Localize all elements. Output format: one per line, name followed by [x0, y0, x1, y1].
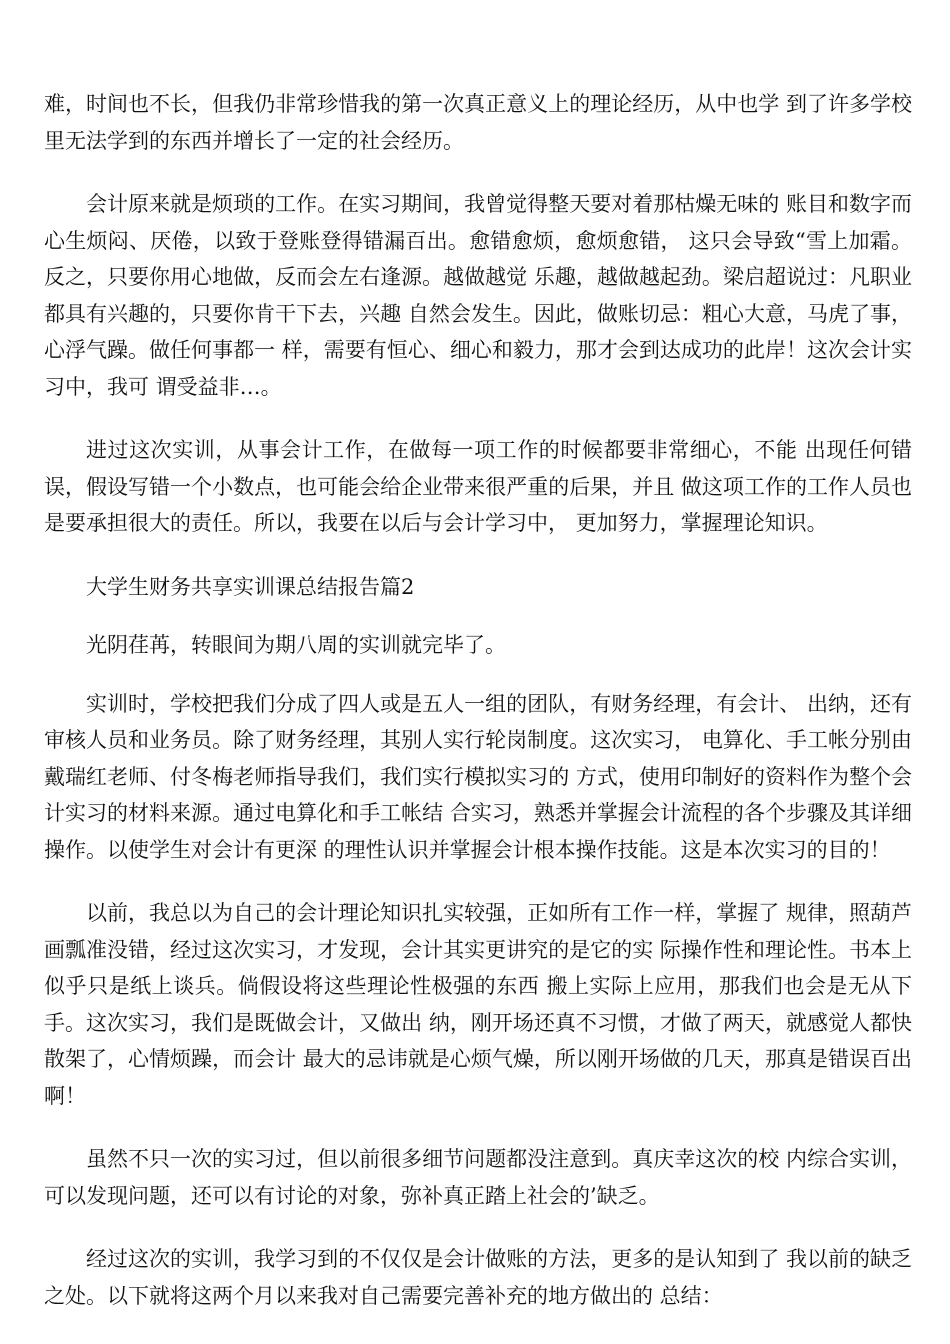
paragraph-previous-belief: 以前，我总以为自己的会计理论知识扎实较强，正如所有工作一样，掌握了 规律，照葫芦画瓢准没错，经过这次实习，才发现，会计其实更讲究的是它的实 际操作性和理论性。书本上似乎只是纸上谈兵。倘假设将这些理论性极强的东西 搬上实际上应用，那我们也会是无从下手。这次实习，我们是既做会计，又做出 纳，刚开场还真不习惯，才做了两天，就感觉人都快散架了，心情烦躁，而会计 最大的忌讳就是心烦气燥，所以刚开场做的几天，那真是错误百出啊！	[44, 901, 912, 1108]
paragraph-careful-work: 进过这次实训，从事会计工作，在做每一项工作的时候都要非常细心，不能 出现任何错误，假设写错一个小数点，也可能会给企业带来很严重的后果，并且 做这项工作的工作人员也是要承担很大的责任。所以，我要在以后与会计学习中， 更加努力，掌握理论知识。	[44, 438, 912, 535]
paragraph-summary-intro: 经过这次的实训，我学习到的不仅仅是会计做账的方法，更多的是认知到了 我以前的缺乏之处。以下就将这两个月以来我对自己需要完善补充的地方做出的 总结：	[44, 1247, 912, 1308]
document-body	[44, 86, 912, 1341]
section-heading: 大学生财务共享实训课总结报告篇2	[86, 574, 415, 599]
paragraph-team-training: 实训时，学校把我们分成了四人或是五人一组的团队，有财务经理，有会计、 出纳，还有审核人员和业务员。除了财务经理，其别人实行轮岗制度。这次实习， 电算化、手工帐分别由戴瑞红老师、付冬梅老师指导我们，我们实行模拟实习的 方式，使用印制好的资料作为整个会计实习的材料来源。通过电算化和手工帐结 合实习，熟悉并掌握会计流程的各个步骤及其详细操作。以使学生对会计有更深 的理性认识并掌握会计根本操作技能。这是本次实习的目的！	[44, 691, 912, 862]
paragraph-time-flies: 光阴荏苒，转眼间为期八周的实训就完毕了。	[86, 633, 506, 657]
paragraph-continuation: 难，时间也不长，但我仍非常珍惜我的第一次真正意义上的理论经历，从中也学 到了许多学校里无法学到的东西并增长了一定的社会经历。	[44, 92, 912, 153]
paragraph-details: 虽然不只一次的实习过，但以前很多细节问题都没注意到。真庆幸这次的校 内综合实训，可以发现问题，还可以有讨论的对象，弥补真正踏上社会的’缺乏。	[44, 1147, 912, 1208]
paragraph-accounting-tedious: 会计原来就是烦琐的工作。在实习期间，我曾觉得整天要对着那枯燥无味的 账目和数字而心生烦闷、厌倦，以致于登账登得错漏百出。愈错愈烦，愈烦愈错， 这只会导致“雪上加霜。反之，只要你用心地做，反而会左右逢源。越做越觉 乐趣，越做越起劲。梁启超说过：凡职业都具有兴趣的，只要你肯干下去，兴趣 自然会发生。因此，做账切忌：粗心大意，马虎了事，心浮气躁。做任何事都一 样，需要有恒心、细心和毅力，那才会到达成功的此岸！这次会计实习中，我可 谓受益非…。	[44, 192, 912, 399]
